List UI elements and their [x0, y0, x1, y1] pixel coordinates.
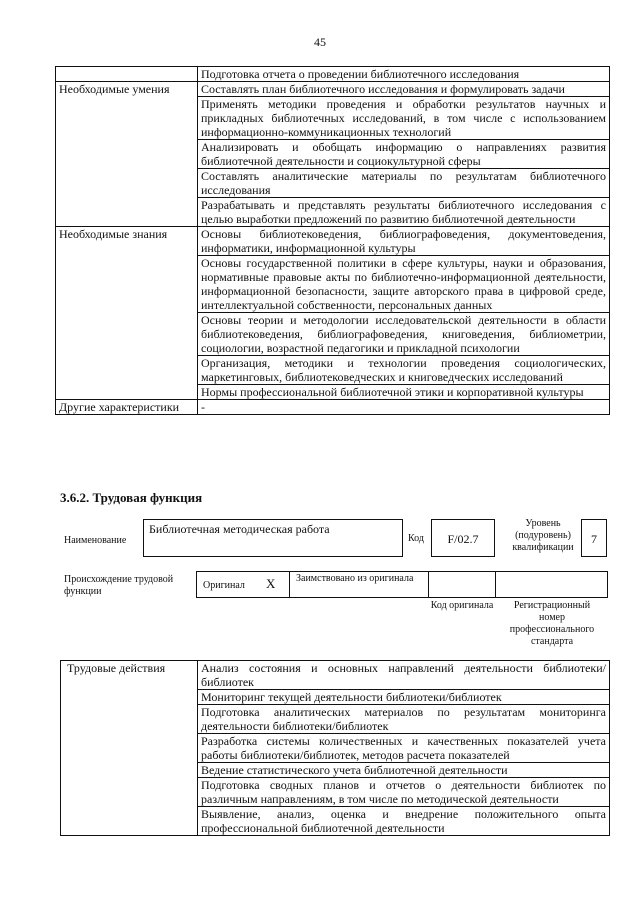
- table-cell: Основы теории и методологии исследовательской деятельности в области библиотековедения, библиографоведения, книговедения, библиометрии, социологии, возрастной педагогики и прикладной психологии: [198, 313, 610, 356]
- level-box: [581, 519, 607, 557]
- table-row: [56, 400, 610, 415]
- table-cell: Основы библиотековедения, библиографоведения, документоведения, информатики, информационной культуры: [198, 227, 610, 256]
- original-mark: X: [266, 576, 276, 591]
- origin-divider: [428, 571, 429, 598]
- function-name-value: Библиотечная методическая работа: [149, 522, 330, 536]
- origin-label: Происхождение трудовой функции: [64, 574, 174, 597]
- table-cell: Подготовка аналитических материалов по результатам мониторинга деятельности библиотеки/библиотек: [198, 705, 610, 734]
- labor-actions-table: [60, 660, 610, 836]
- table-cell: Анализировать и обобщать информацию о направлениях развития библиотечной деятельности и социокультурной сферы: [198, 140, 610, 169]
- code-box: [431, 519, 495, 557]
- code-label: Код: [408, 533, 424, 544]
- table-cell: -: [198, 400, 610, 415]
- table-cell: Разработка системы количественных и качественных показателей учета работы библиотеки/библиотек, методов расчета показателей: [198, 734, 610, 763]
- table-cell: Мониторинг текущей деятельности библиотеки/библиотек: [198, 690, 610, 705]
- table-cell: Составлять аналитические материалы по результатам библиотечного исследования: [198, 169, 610, 198]
- reg-number-label: Регистрационный номер профессионального стандарта: [509, 600, 595, 647]
- table-cell: Основы государственной политики в сфере культуры, науки и образования, нормативные правовые акты по библиотечно-информационной деятельности, информационной безопасности, защите авторского права в цифровой среде, интеллектуальной собственности, персональных данных: [198, 256, 610, 313]
- level-value: 7: [591, 532, 597, 546]
- code-original-label: Код оригинала: [430, 600, 494, 611]
- origin-divider: [289, 571, 290, 598]
- table-cell: Подготовка сводных планов и отчетов о деятельности библиотек по различным направлениям, в том числе по методической деятельности: [198, 778, 610, 807]
- table-cell: Подготовка отчета о проведении библиотечного исследования: [198, 67, 610, 82]
- level-label: Уровень (подуровень) квалификации: [512, 518, 574, 553]
- table-row: [56, 82, 610, 97]
- table-cell: Организация, методики и технологии проведения социологических, маркетинговых, библиотековедческих и книговедческих исследований: [198, 356, 610, 385]
- function-name-box: [143, 519, 403, 557]
- borrowed-label: Заимствовано из оригинала: [296, 573, 414, 584]
- page-number: 45: [314, 35, 326, 49]
- skills-knowledge-table: [55, 66, 610, 415]
- table-cell: Ведение статистического учета библиотечной деятельности: [198, 763, 610, 778]
- table-row: [56, 227, 610, 256]
- name-label: Наименование: [64, 535, 127, 546]
- table-cell: Составлять план библиотечного исследования и формулировать задачи: [198, 82, 610, 97]
- code-value: F/02.7: [447, 532, 479, 546]
- table-row: [56, 67, 610, 82]
- row-label: Трудовые действия: [61, 661, 198, 836]
- row-label: Другие характеристики: [56, 400, 198, 415]
- table-row: [61, 661, 610, 690]
- origin-divider: [495, 571, 496, 598]
- original-label: Оригинал: [203, 580, 245, 591]
- table-cell: Разрабатывать и представлять результаты библиотечного исследования с целью выработки предложений по развитию библиотечной деятельности: [198, 198, 610, 227]
- row-label: [56, 67, 198, 82]
- table-cell: Нормы профессиональной библиотечной этики и корпоративной культуры: [198, 385, 610, 400]
- table-cell: Выявление, анализ, оценка и внедрение положительного опыта профессиональной библиотечной деятельности: [198, 807, 610, 836]
- row-label: Необходимые умения: [56, 82, 198, 227]
- section-heading: 3.6.2. Трудовая функция: [60, 490, 203, 505]
- table-cell: Анализ состояния и основных направлений деятельности библиотеки/библиотек: [198, 661, 610, 690]
- row-label: Необходимые знания: [56, 227, 198, 400]
- table-cell: Применять методики проведения и обработки результатов научных и прикладных библиотечных исследований, в том числе с использованием информационно-коммуникационных технологий: [198, 97, 610, 140]
